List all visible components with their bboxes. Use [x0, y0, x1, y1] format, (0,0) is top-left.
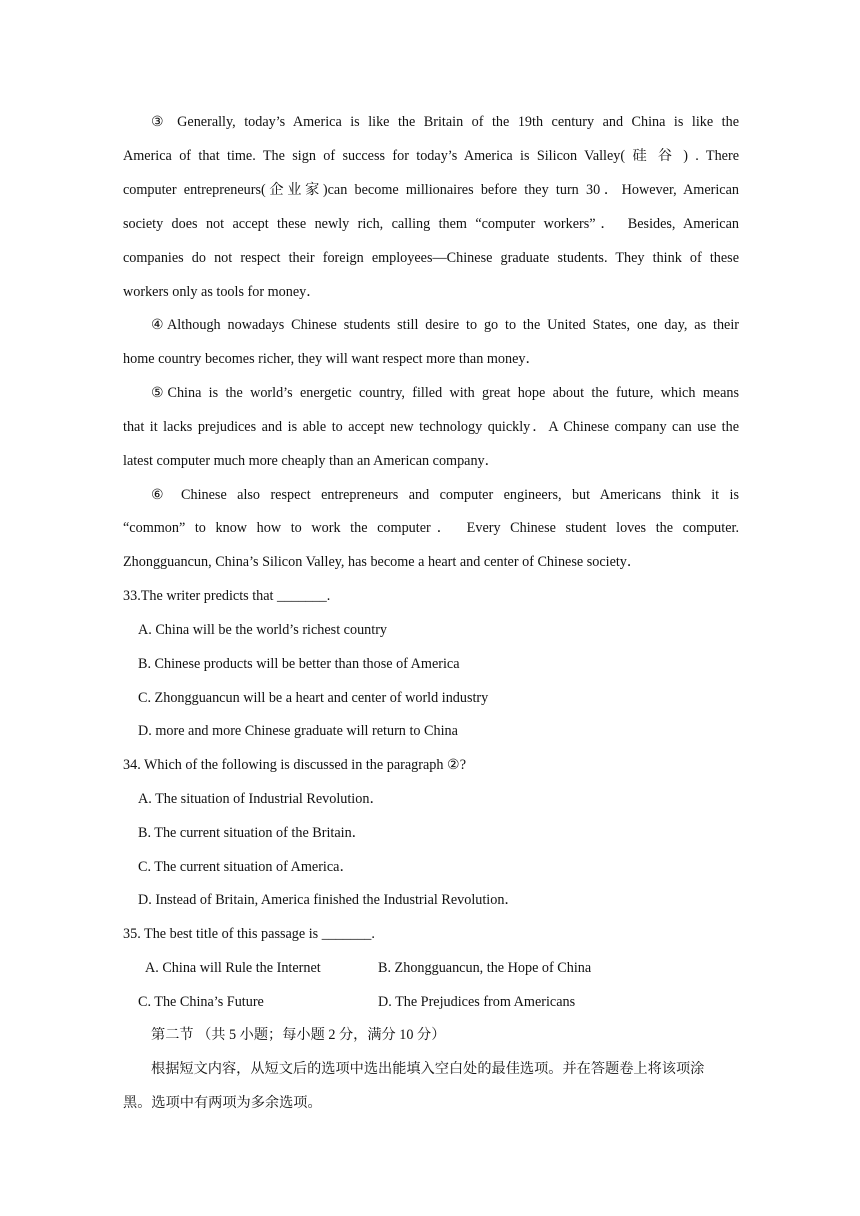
q33-stem: 33.The writer predicts that _______.: [123, 588, 331, 604]
p5-line-3: latest computer much more cheaply than an American company．: [123, 453, 499, 469]
p3-line-3: computer entrepreneurs(企业家)can become millionaires before they turn 30．However, American: [123, 182, 739, 198]
q34-option-b: B. The current situation of the Britain．: [138, 825, 366, 841]
q33-option-c: C. Zhongguancun will be a heart and center of world industry: [138, 690, 489, 706]
q33-option-b: B. Chinese products will be better than those of America: [138, 656, 460, 672]
q35-option-c: C. The China’s Future: [138, 994, 264, 1010]
p6-line-2: “common” to know how to work the computer． Every Chinese student loves the computer.: [123, 520, 739, 536]
q34-option-c: C. The current situation of America．: [138, 859, 354, 875]
q35-option-d: D. The Prejudices from Americans: [378, 994, 576, 1010]
q34-stem: 34. Which of the following is discussed in the paragraph ②?: [123, 757, 467, 773]
p4-line-2: home country becomes richer, they will want respect more than money．: [123, 351, 540, 367]
q35-option-b: B. Zhongguancun, the Hope of China: [378, 960, 592, 976]
section2-instructions-line-2: 黑。选项中有两项为多余选项。: [123, 1095, 322, 1111]
p6-line-3: Zhongguancun, China’s Silicon Valley, has become a heart and center of Chinese society．: [123, 554, 642, 570]
p3-line-6: workers only as tools for money．: [123, 284, 321, 300]
p3-line-2: America of that time. The sign of success for today’s America is Silicon Valley( 硅 谷 ) . There: [123, 148, 739, 164]
p3-line-1: ③ Generally, today’s America is like the Britain of the 19th century and China is like the: [151, 114, 739, 130]
q35-option-a: A. China will Rule the Internet: [145, 960, 321, 976]
p5-line-2: that it lacks prejudices and is able to accept new technology quickly．A Chinese company can use the: [123, 419, 739, 435]
q33-option-d: D. more and more Chinese graduate will return to China: [138, 723, 458, 739]
q34-option-a: A. The situation of Industrial Revolution．: [138, 791, 384, 807]
p4-line-1: ④Although nowadays Chinese students still desire to go to the United States, one day, as their: [151, 317, 739, 333]
p6-line-1: ⑥ Chinese also respect entrepreneurs and computer engineers, but Americans think it is: [151, 487, 739, 503]
p3-line-4: society does not accept these newly rich, calling them “computer workers”． Besides, American: [123, 216, 739, 232]
p3-line-5: companies do not respect their foreign employees—Chinese graduate students. They think of these: [123, 250, 739, 266]
q34-option-d: D. Instead of Britain, America finished the Industrial Revolution．: [138, 892, 519, 908]
section2-instructions-line-1: 根据短文内容，从短文后的选项中选出能填入空白处的最佳选项。并在答题卷上将该项涂: [151, 1061, 705, 1077]
p5-line-1: ⑤China is the world’s energetic country, filled with great hope about the future, which means: [151, 385, 739, 401]
section2-heading: 第二节 （共 5 小题；每小题 2 分，满分 10 分）: [151, 1027, 446, 1043]
q33-option-a: A. China will be the world’s richest country: [138, 622, 388, 638]
q35-stem: 35. The best title of this passage is _______.: [123, 926, 375, 942]
